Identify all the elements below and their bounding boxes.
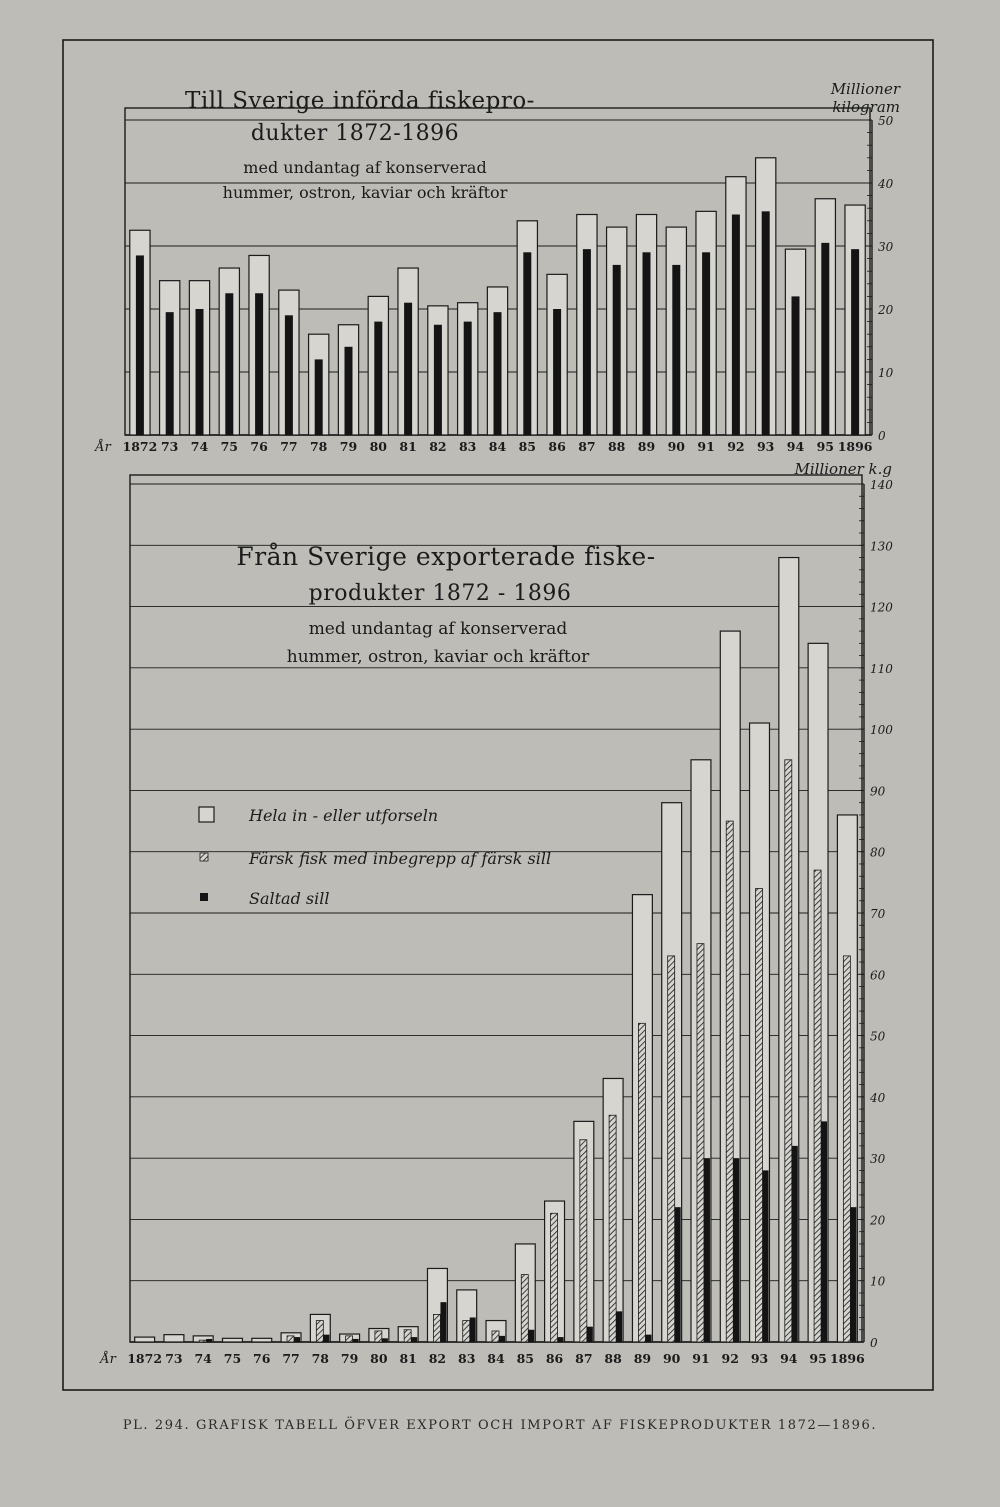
x-tick-label: 79 bbox=[340, 1351, 359, 1366]
x-tick-label: 77 bbox=[282, 1351, 300, 1366]
x-tick-label: 89 bbox=[637, 439, 656, 454]
x-tick-label: 79 bbox=[339, 439, 358, 454]
x-tick-label: 80 bbox=[370, 1351, 388, 1366]
x-tick-label: 75 bbox=[223, 1351, 242, 1366]
bar-saltad-sill bbox=[285, 315, 293, 435]
chart-subtitle-line: hummer, ostron, kaviar och kräftor bbox=[286, 647, 590, 667]
bar-saltad-sill bbox=[523, 252, 531, 435]
bar-saltad-sill bbox=[733, 1158, 739, 1342]
bar-saltad-sill bbox=[702, 252, 710, 435]
bar-saltad-sill bbox=[294, 1337, 300, 1342]
bar-farsk-fisk bbox=[287, 1336, 294, 1342]
bar-saltad-sill bbox=[616, 1311, 622, 1342]
x-tick-label: 75 bbox=[220, 439, 239, 454]
x-tick-label: 92 bbox=[727, 439, 745, 454]
bar-farsk-fisk bbox=[609, 1115, 616, 1342]
x-tick-label: 1872 bbox=[127, 1351, 163, 1366]
x-tick-label: 88 bbox=[607, 439, 626, 454]
bar-saltad-sill bbox=[255, 293, 263, 435]
bar-farsk-fisk bbox=[726, 821, 733, 1342]
x-tick-label: 87 bbox=[578, 439, 596, 454]
bar-saltad-sill bbox=[225, 293, 233, 435]
bar-saltad-sill bbox=[136, 255, 144, 435]
bar-farsk-fisk bbox=[814, 870, 821, 1342]
y-tick-label: 40 bbox=[878, 177, 894, 191]
bar-farsk-fisk bbox=[433, 1314, 440, 1342]
x-tick-label: 77 bbox=[280, 439, 298, 454]
bar-saltad-sill bbox=[434, 325, 442, 435]
y-tick-label: 130 bbox=[870, 539, 893, 554]
y-unit-label: kilogram bbox=[832, 98, 900, 116]
bar-total bbox=[223, 1338, 243, 1342]
bar-saltad-sill bbox=[411, 1337, 417, 1342]
y-tick-label: 50 bbox=[878, 114, 894, 128]
x-tick-label: 82 bbox=[429, 439, 447, 454]
x-tick-label: 88 bbox=[604, 1351, 622, 1366]
bar-saltad-sill bbox=[558, 1337, 564, 1342]
y-tick-label: 70 bbox=[870, 907, 886, 921]
bar-saltad-sill bbox=[470, 1317, 476, 1342]
y-tick-label: 80 bbox=[870, 845, 886, 860]
bar-saltad-sill bbox=[528, 1330, 534, 1342]
bar-saltad-sill bbox=[821, 1121, 827, 1342]
bar-saltad-sill bbox=[762, 211, 770, 435]
bar-saltad-sill bbox=[440, 1302, 446, 1342]
bar-saltad-sill bbox=[763, 1170, 769, 1342]
y-tick-label: 0 bbox=[878, 429, 886, 443]
y-tick-label: 0 bbox=[870, 1336, 878, 1350]
bar-farsk-fisk bbox=[404, 1330, 411, 1342]
bar-farsk-fisk bbox=[463, 1321, 470, 1342]
bar-saltad-sill bbox=[494, 312, 502, 435]
plate-border bbox=[63, 40, 933, 1390]
x-tick-label: 76 bbox=[250, 439, 268, 454]
x-tick-label: 81 bbox=[399, 439, 417, 454]
bar-saltad-sill bbox=[704, 1158, 710, 1342]
x-tick-label: 73 bbox=[165, 1351, 183, 1366]
bar-farsk-fisk bbox=[492, 1331, 499, 1342]
bar-saltad-sill bbox=[206, 1339, 212, 1342]
x-tick-label: 87 bbox=[575, 1351, 593, 1366]
x-tick-label: 80 bbox=[369, 439, 388, 454]
bar-farsk-fisk bbox=[375, 1331, 382, 1342]
bar-farsk-fisk bbox=[668, 956, 675, 1342]
export-chart bbox=[98, 460, 893, 1367]
y-tick-label: 100 bbox=[870, 723, 893, 738]
x-tick-label: 74 bbox=[190, 439, 209, 454]
x-tick-label: 90 bbox=[667, 439, 686, 454]
y-unit-label: Millioner k.g bbox=[794, 460, 892, 478]
x-tick-label: 86 bbox=[545, 1351, 564, 1366]
y-tick-label: 120 bbox=[870, 600, 893, 615]
plate-caption: PL. 294. GRAFISK TABELL ÖFVER EXPORT OCH IMPORT AF FISKEPRODUKTER 1872—1896. bbox=[122, 1418, 878, 1433]
bar-farsk-fisk bbox=[316, 1321, 323, 1342]
bar-saltad-sill bbox=[851, 249, 859, 435]
x-tick-label: 94 bbox=[780, 1351, 798, 1366]
bar-saltad-sill bbox=[821, 243, 829, 435]
x-tick-label: 73 bbox=[160, 439, 179, 454]
x-tick-label: 95 bbox=[809, 1351, 827, 1366]
bar-total bbox=[135, 1337, 155, 1342]
bar-saltad-sill bbox=[553, 309, 561, 435]
bar-farsk-fisk bbox=[521, 1275, 528, 1342]
bar-saltad-sill bbox=[587, 1327, 593, 1342]
legend-swatch-saltad bbox=[200, 893, 208, 901]
chart-title-line: Från Sverige exporterade fiske- bbox=[236, 542, 656, 571]
bar-saltad-sill bbox=[464, 322, 472, 435]
bar-farsk-fisk bbox=[697, 944, 704, 1342]
bar-farsk-fisk bbox=[199, 1340, 206, 1342]
y-tick-label: 90 bbox=[870, 784, 886, 799]
x-tick-label: 84 bbox=[487, 1351, 505, 1366]
y-tick-label: 30 bbox=[878, 240, 894, 254]
bar-saltad-sill bbox=[850, 1207, 856, 1342]
y-tick-label: 60 bbox=[870, 968, 886, 983]
legend-swatch-farsk bbox=[200, 853, 208, 861]
x-tick-label: 91 bbox=[697, 439, 715, 454]
x-tick-label: 78 bbox=[311, 1351, 330, 1366]
legend-label: Färsk fisk med inbegrepp af färsk sill bbox=[249, 849, 552, 868]
import-chart bbox=[93, 80, 901, 455]
legend-swatch-hela bbox=[199, 807, 214, 822]
y-tick-label: 30 bbox=[870, 1152, 886, 1167]
bar-saltad-sill bbox=[315, 359, 323, 435]
x-tick-label: 76 bbox=[253, 1351, 271, 1366]
x-tick-label: 81 bbox=[399, 1351, 417, 1366]
x-tick-label: 86 bbox=[548, 439, 566, 454]
chart-title-line: Till Sverige införda fiskepro- bbox=[185, 88, 535, 114]
bar-saltad-sill bbox=[583, 249, 591, 435]
bar-saltad-sill bbox=[732, 215, 740, 436]
x-tick-label: 85 bbox=[518, 439, 537, 454]
y-tick-label: 140 bbox=[870, 478, 893, 492]
bar-farsk-fisk bbox=[346, 1336, 353, 1342]
x-tick-label: 93 bbox=[750, 1351, 769, 1366]
y-tick-label: 10 bbox=[870, 1274, 886, 1289]
bar-saltad-sill bbox=[196, 309, 204, 435]
x-tick-label: 94 bbox=[786, 439, 805, 454]
bar-saltad-sill bbox=[672, 265, 680, 435]
bar-farsk-fisk bbox=[843, 956, 850, 1342]
bar-saltad-sill bbox=[645, 1335, 651, 1342]
chart-title-line: dukter 1872-1896 bbox=[250, 121, 460, 146]
x-tick-label: 78 bbox=[309, 439, 328, 454]
x-tick-label: 92 bbox=[721, 1351, 739, 1366]
bar-saltad-sill bbox=[353, 1339, 359, 1342]
x-tick-label: 1872 bbox=[122, 439, 158, 454]
chart-subtitle-line: med undantag af konserverad bbox=[243, 158, 487, 177]
chart-subtitle-line: med undantag af konserverad bbox=[308, 619, 568, 639]
legend-label: Saltad sill bbox=[249, 889, 330, 908]
bar-saltad-sill bbox=[613, 265, 621, 435]
x-tick-label: 93 bbox=[756, 439, 775, 454]
bar-saltad-sill bbox=[323, 1335, 329, 1342]
x-tick-label: 89 bbox=[633, 1351, 652, 1366]
chart-subtitle-line: hummer, ostron, kaviar och kräftor bbox=[222, 183, 508, 202]
year-axis-label: År bbox=[95, 440, 111, 455]
chart-title-line: produkter 1872 - 1896 bbox=[308, 581, 572, 606]
bar-saltad-sill bbox=[374, 322, 382, 435]
bar-saltad-sill bbox=[404, 303, 412, 435]
x-tick-label: 91 bbox=[692, 1351, 710, 1366]
legend-label: Hela in - eller utforseln bbox=[249, 806, 439, 825]
x-tick-label: 90 bbox=[662, 1351, 681, 1366]
bar-farsk-fisk bbox=[551, 1213, 558, 1342]
bar-saltad-sill bbox=[166, 312, 174, 435]
y-tick-label: 40 bbox=[870, 1090, 886, 1105]
x-tick-label: 84 bbox=[488, 439, 507, 454]
y-unit-label: Millioner bbox=[830, 80, 900, 98]
x-tick-label: 1896 bbox=[829, 1351, 865, 1366]
year-axis-label: År bbox=[100, 1352, 116, 1367]
bar-farsk-fisk bbox=[785, 760, 792, 1342]
x-tick-label: 83 bbox=[458, 439, 477, 454]
bar-saltad-sill bbox=[675, 1207, 681, 1342]
x-tick-label: 74 bbox=[194, 1351, 212, 1366]
bar-farsk-fisk bbox=[756, 888, 763, 1342]
y-tick-label: 50 bbox=[870, 1029, 886, 1044]
y-tick-label: 20 bbox=[870, 1213, 886, 1228]
y-tick-label: 10 bbox=[878, 366, 894, 380]
y-tick-label: 110 bbox=[870, 661, 893, 676]
bar-saltad-sill bbox=[792, 296, 800, 435]
bar-saltad-sill bbox=[792, 1146, 798, 1342]
y-tick-label: 20 bbox=[878, 303, 894, 317]
bar-saltad-sill bbox=[643, 252, 651, 435]
x-tick-label: 85 bbox=[516, 1351, 534, 1366]
x-tick-label: 95 bbox=[816, 439, 835, 454]
bar-total bbox=[252, 1338, 272, 1342]
bar-farsk-fisk bbox=[580, 1140, 587, 1342]
x-tick-label: 82 bbox=[428, 1351, 447, 1366]
x-tick-label: 1896 bbox=[837, 439, 873, 454]
bar-saltad-sill bbox=[345, 347, 353, 435]
bar-total bbox=[164, 1335, 184, 1342]
bar-saltad-sill bbox=[499, 1336, 505, 1342]
x-tick-label: 83 bbox=[458, 1351, 476, 1366]
bar-saltad-sill bbox=[382, 1338, 388, 1342]
bar-farsk-fisk bbox=[638, 1023, 645, 1342]
